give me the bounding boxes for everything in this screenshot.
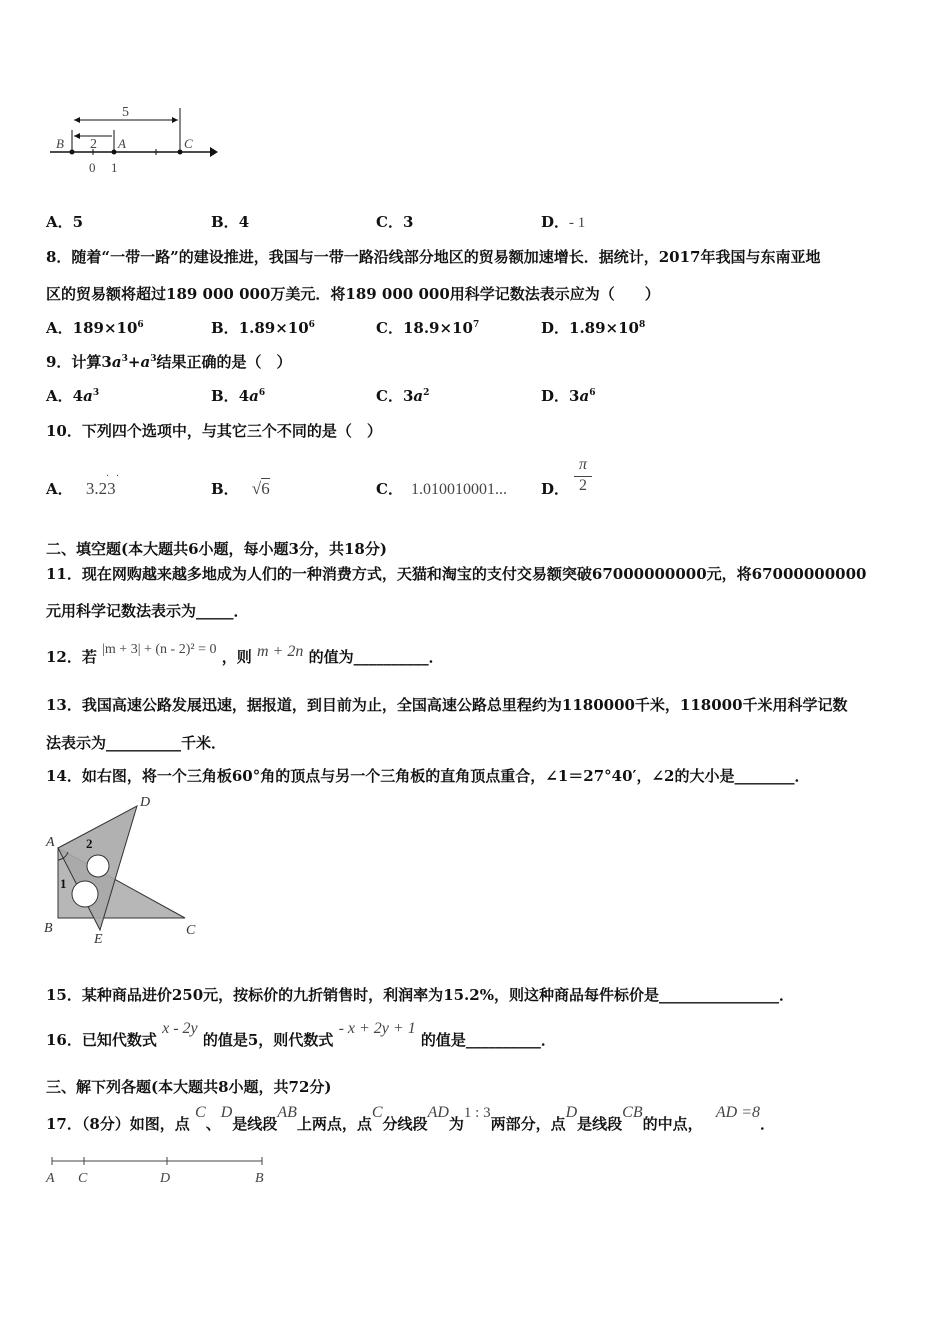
q7-option-c: C．3 bbox=[376, 213, 414, 231]
label-d: D bbox=[140, 795, 151, 810]
q8-line2: 区的贸易额将超过189 000 000万美元．将189 000 000用科学记数法表示应为（ ） bbox=[46, 285, 660, 303]
label-b: B bbox=[255, 1171, 264, 1186]
angle-1: 1 bbox=[60, 876, 67, 891]
q7-option-a: A．5 bbox=[46, 213, 84, 231]
label-c: C bbox=[78, 1171, 88, 1186]
q9-option-d: D．$3a^6$ bbox=[541, 387, 596, 405]
q8-option-b: B．$1.89\times 10^6$ bbox=[211, 319, 315, 337]
q16-expression-1: x - 2y bbox=[162, 1020, 198, 1037]
tick-0: 0 bbox=[89, 160, 96, 175]
label-c: C bbox=[186, 923, 196, 938]
q15-stem: 15．某种商品进价250元，按标价的九折销售时，利润率为15.2%，则这种商品每件标价是________________． bbox=[46, 986, 794, 1004]
triangle-figure bbox=[40, 790, 210, 950]
q10-option-d: D． bbox=[541, 480, 570, 498]
q7-option-b: B．4 bbox=[211, 213, 250, 231]
q17-stem: 17．（8分）如图，点 C、D是线段AB上两点，点C分线段AD为1 : 3两部分，点D是线段CB的中点， AD =8． bbox=[46, 1104, 776, 1133]
q8-option-c: C．$18.9\times 10^7$ bbox=[376, 319, 480, 337]
q13-line2: 法表示为__________千米． bbox=[46, 734, 227, 752]
q12-expression: |m + 3| + (n - 2)² = 0 bbox=[102, 642, 217, 657]
label-e: E bbox=[94, 932, 103, 947]
q16-expression-2: - x + 2y + 1 bbox=[338, 1020, 416, 1037]
q8-option-d: D．$1.89\times 10^8$ bbox=[541, 319, 646, 337]
tick-1: 1 bbox=[111, 160, 118, 175]
label-b: B bbox=[44, 921, 53, 936]
q9-option-a: A．$4a^3$ bbox=[46, 387, 100, 405]
label-b: B bbox=[56, 136, 64, 151]
segment-figure bbox=[40, 1150, 280, 1190]
q14-stem: 14．如右图，将一个三角板60°角的顶点与另一个三角板的直角顶点重合，∠1＝27°40′，∠2的大小是________． bbox=[46, 767, 810, 785]
q9-option-c: C．$3a^2$ bbox=[376, 387, 430, 405]
repeating-decimal: 3.23 bbox=[85, 479, 116, 498]
label-a: A bbox=[118, 136, 126, 151]
q13-line1: 13．我国高速公路发展迅速，据报道，到目前为止，全国高速公路总里程约为1180000千米，118000千米用科学记数 bbox=[46, 696, 848, 714]
q8-line1: 8．随着“一带一路”的建设推进，我国与一带一路沿线部分地区的贸易额加速增长．据统计，2017年我国与东南亚地 bbox=[46, 248, 821, 266]
q11-line2: 元用科学记数法表示为_____． bbox=[46, 602, 249, 620]
label-2: 2 bbox=[90, 137, 97, 152]
q10-stem: 10．下列四个选项中，与其它三个不同的是（ ） bbox=[46, 422, 382, 440]
label-5: 5 bbox=[122, 105, 129, 120]
q10-option-a: A． 3.23 · · bbox=[46, 471, 120, 498]
q10-option-b: B． √6 bbox=[211, 479, 270, 498]
sqrt-radicand: 6 bbox=[261, 479, 270, 498]
label-c: C bbox=[184, 136, 193, 151]
q10-option-c: C． 1.010010001... bbox=[376, 480, 507, 498]
fraction-pi-over-2: π 2 bbox=[574, 456, 592, 495]
q11-line1: 11．现在网购越来越多地成为人们的一种消费方式，天猫和淘宝的支付交易额突破67000000000元，将67000000000 bbox=[46, 565, 867, 583]
q8-option-a: A．$189\times 10^6$ bbox=[46, 319, 144, 337]
q12-expression-2: m + 2n bbox=[256, 643, 304, 660]
q9-option-b: B．$4a^6$ bbox=[211, 387, 266, 405]
section-3-heading: 三、解下列各题(本大题共8小题，共72分) bbox=[46, 1078, 332, 1096]
number-line-figure bbox=[44, 100, 224, 180]
label-a: A bbox=[46, 835, 55, 850]
q12-stem: 12．若 |m + 3| + (n - 2)² = 0 ，则 m + 2n 的值为__________． bbox=[46, 642, 444, 666]
label-a: A bbox=[46, 1171, 55, 1186]
q16-stem: 16．已知代数式 x - 2y 的值是5，则代数式 - x + 2y + 1 的值是__________． bbox=[46, 1020, 556, 1049]
section-2-heading: 二、填空题(本大题共6小题，每小题3分，共18分) bbox=[46, 540, 387, 558]
label-d: D bbox=[160, 1171, 171, 1186]
q9-stem: 9．计算$3a^3+a^3$结果正确的是（ ） bbox=[46, 353, 292, 371]
q7-option-d: D．- 1 bbox=[541, 213, 586, 231]
angle-2: 2 bbox=[86, 836, 93, 851]
